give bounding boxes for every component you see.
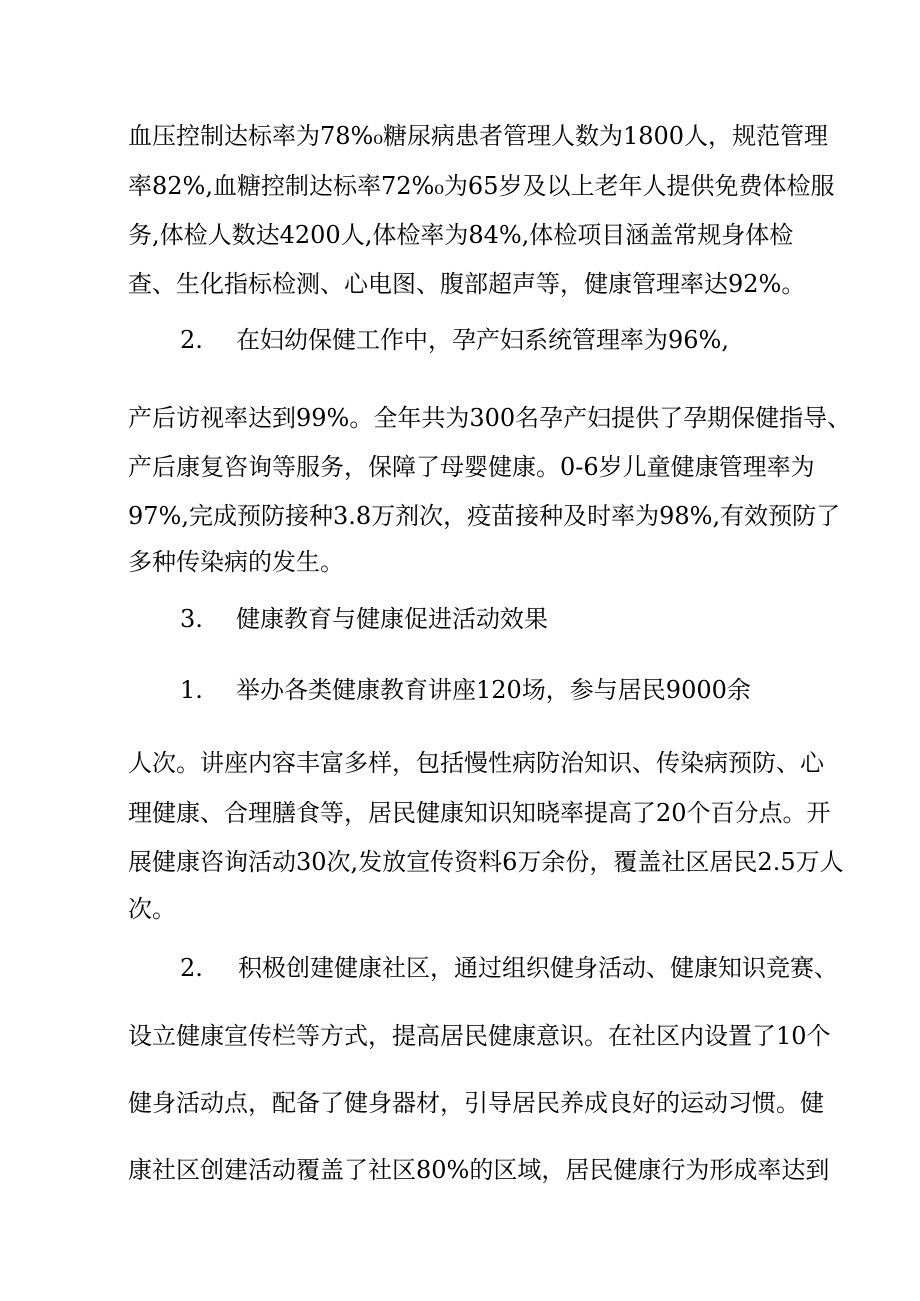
text-line: 率82%,血糖控制达标率72%₀为65岁及以上老年人提供免费体检服	[128, 172, 835, 200]
text-line: 务,体检人数达4200人,体检率为84%,体检项目涵盖常规身体检	[128, 221, 794, 249]
text-line: 在妇幼保健工作中，孕产妇系统管理率为96%,	[236, 326, 729, 354]
text-line: 人次。讲座内容丰富多样，包括慢性病防治知识、传染病预防、心	[128, 749, 824, 777]
text-line: 血压控制达标率为78%₀糖尿病患者管理人数为1800人，规范管理	[128, 122, 829, 150]
section-heading: 健康教育与健康促进活动效果	[236, 605, 548, 633]
text-line: 设立健康宣传栏等方式，提高居民健康意识。在社区内设置了10个	[128, 1022, 831, 1050]
text-line: 97%,完成预防接种3.8万剂次，疫苗接种及时率为98%,有效预防了	[128, 502, 841, 530]
item-number: 3.	[180, 605, 203, 633]
text-line: 产后访视率达到99%。全年共为300名孕产妇提供了孕期保健指导、	[128, 404, 852, 432]
text-line: 健身活动点，配备了健身器材，引导居民养成良好的运动习惯。健	[128, 1089, 824, 1117]
text-line: 查、生化指标检测、心电图、腹部超声等，健康管理率达92%。	[128, 270, 806, 298]
text-line: 展健康咨询活动30次,发放宣传资料6万余份，覆盖社区居民2.5万人	[128, 848, 844, 876]
text-line: 理健康、合理膳食等，居民健康知识知晓率提高了20个百分点。开	[128, 799, 831, 827]
item-number: 2.	[180, 954, 203, 982]
text-line: 产后康复咨询等服务，保障了母婴健康。0-6岁儿童健康管理率为	[128, 453, 815, 481]
text-line: 积极创建健康社区，通过组织健身活动、健康知识竞赛、	[238, 954, 838, 982]
item-number: 1.	[180, 676, 203, 704]
text-line: 举办各类健康教育讲座120场，参与居民9000余	[236, 676, 751, 704]
text-line: 多种传染病的发生。	[128, 548, 344, 576]
item-number: 2.	[180, 326, 203, 354]
text-line: 康社区创建活动覆盖了社区80%的区域，居民健康行为形成率达到	[128, 1156, 830, 1184]
text-line: 次。	[128, 895, 176, 923]
